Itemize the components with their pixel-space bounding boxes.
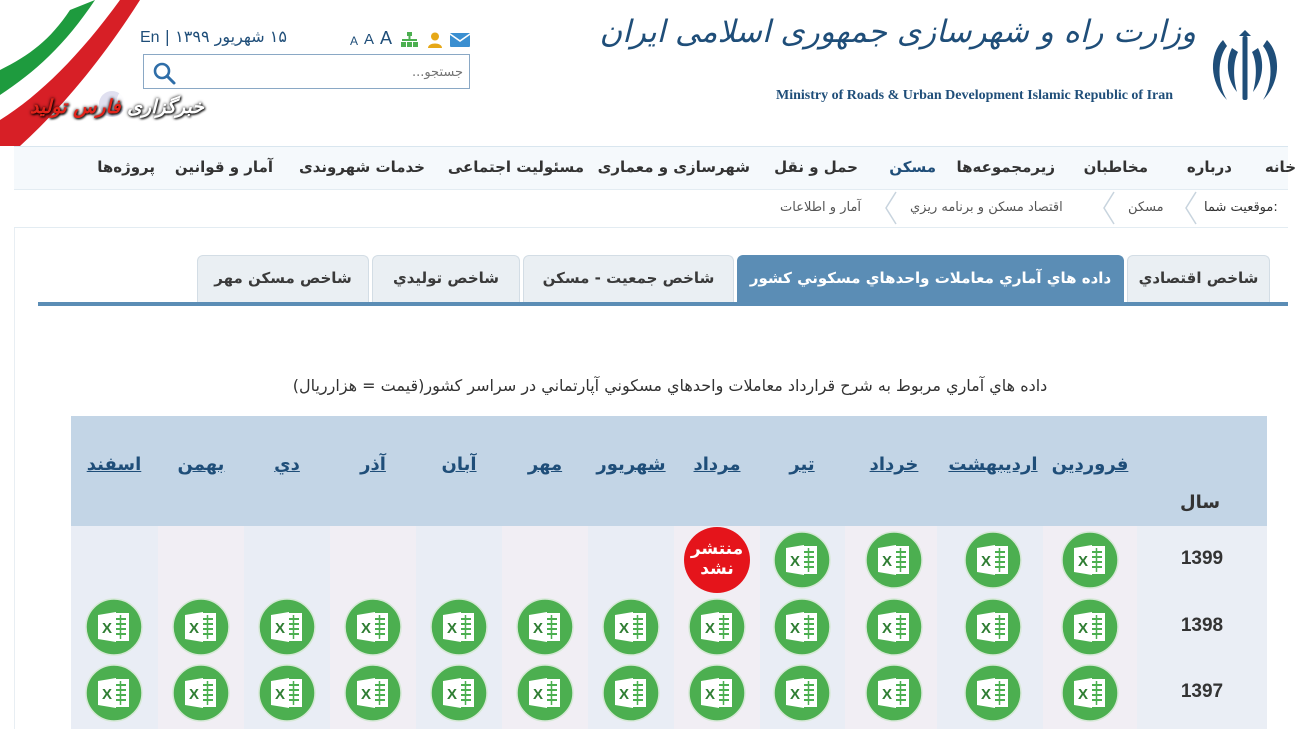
excel-download-icon[interactable] [1061,598,1119,656]
svg-text:X: X [618,620,630,637]
excel-download-icon[interactable] [85,598,143,656]
excel-download-icon[interactable] [688,598,746,656]
nav-item-citizen-services[interactable]: خدمات شهروندی [298,158,425,176]
month-header-link[interactable]: مرداد [693,454,741,475]
nav-item-projects[interactable]: پروژه‌ها [97,158,155,176]
month-header-link[interactable]: خرداد [869,454,919,475]
tab-production-index[interactable]: شاخص توليدي [372,255,520,302]
excel-download-icon[interactable] [964,664,1022,722]
unpublished-badge: منتشر نشد [684,527,750,593]
svg-text:X: X [101,620,113,637]
excel-download-icon[interactable] [865,664,923,722]
watermark-part2: فارس [73,96,121,118]
svg-text:X: X [704,620,716,637]
svg-text:X: X [360,686,372,703]
nav-item-home[interactable]: خانه [1264,158,1296,176]
month-header-link[interactable]: آذر [360,454,386,475]
excel-download-icon[interactable] [773,598,831,656]
search-box [143,54,470,89]
month-header-link[interactable]: تير [789,454,815,475]
excel-download-icon[interactable] [258,664,316,722]
breadcrumb [14,190,1288,228]
site-header [0,0,1288,146]
svg-text:X: X [446,686,458,703]
search-input[interactable] [183,61,463,83]
sitemap-icon[interactable] [400,32,418,48]
chevron-left-icon [1184,192,1198,224]
nav-item-housing[interactable]: مسکن [889,158,936,176]
svg-text:X: X [360,620,372,637]
english-language-link[interactable]: En [140,29,160,46]
tab-bar [38,253,1288,307]
excel-download-icon[interactable] [172,598,230,656]
nav-item-audiences[interactable]: مخاطبان [1083,158,1148,176]
month-header-link[interactable]: بهمن [177,454,225,475]
current-date: ۱۵ شهریور ۱۳۹۹ [175,27,287,46]
month-header-link[interactable]: ارديبهشت [948,454,1038,475]
tab-housing-transactions[interactable]: داده هاي آماري معاملات واحدهاي مسكوني كشور [737,255,1124,302]
svg-text:X: X [274,686,286,703]
svg-text:X: X [101,686,113,703]
breadcrumb-housing[interactable]: مسکن [1128,200,1164,215]
svg-text:X: X [881,686,893,703]
excel-download-icon[interactable] [344,664,402,722]
nav-item-transport[interactable]: حمل و نقل [774,158,858,176]
tab-underline [38,302,1288,306]
svg-text:X: X [532,686,544,703]
month-header-link[interactable]: شهريور [596,454,666,475]
breadcrumb-label: موقعیت شما: [1204,200,1278,215]
svg-text:X: X [532,620,544,637]
svg-text:X: X [704,686,716,703]
month-header-link[interactable]: دي [274,454,300,475]
year-cell: 1397 [1180,681,1224,702]
excel-download-icon[interactable] [1061,664,1119,722]
svg-text:X: X [1077,620,1089,637]
excel-download-icon[interactable] [865,531,923,589]
excel-download-icon[interactable] [964,531,1022,589]
watermark-part1: خبرگزاری [127,96,204,118]
search-icon[interactable] [152,61,176,85]
ministry-title-fa: وزارت راه و شهرسازی جمهوری اسلامی ایران [599,14,1196,50]
svg-text:X: X [789,553,801,570]
excel-download-icon[interactable] [602,664,660,722]
svg-text:X: X [980,620,992,637]
data-table [71,416,1267,729]
excel-download-icon[interactable] [516,598,574,656]
svg-text:X: X [980,686,992,703]
iran-emblem-logo[interactable] [1205,28,1285,108]
nav-item-subsidiaries[interactable]: زیرمجموعه‌ها [956,158,1055,176]
svg-text:X: X [1077,553,1089,570]
breadcrumb-housing-economy[interactable]: اقتصاد مسکن و برنامه ریزي [910,200,1063,215]
nav-item-about[interactable]: درباره [1186,158,1232,176]
excel-download-icon[interactable] [773,531,831,589]
font-medium-button[interactable]: A [364,31,375,48]
nav-item-urban-planning[interactable]: شهرسازی و معماری [597,158,750,176]
chevron-left-icon [884,192,898,224]
breadcrumb-statistics[interactable]: آمار و اطلاعات [780,200,862,215]
watermark-part3: تولید [30,96,67,118]
svg-text:X: X [446,620,458,637]
excel-download-icon[interactable] [516,664,574,722]
month-header-link[interactable]: آبان [441,454,477,475]
date-language-bar [140,27,287,47]
tab-economic-index[interactable]: شاخص اقتصادي [1127,255,1270,302]
utility-bar [350,28,470,50]
svg-text:X: X [789,686,801,703]
svg-text:X: X [980,553,992,570]
nav-item-social-responsibility[interactable]: مسئولیت اجتماعی [447,158,584,176]
excel-download-icon[interactable] [258,598,316,656]
excel-download-icon[interactable] [964,598,1022,656]
excel-download-icon[interactable] [430,664,488,722]
svg-text:X: X [789,620,801,637]
excel-download-icon[interactable] [430,598,488,656]
font-small-button[interactable]: A [350,34,359,48]
excel-download-icon[interactable] [602,598,660,656]
svg-text:X: X [881,620,893,637]
main-nav [14,146,1296,190]
user-icon[interactable] [426,32,444,48]
excel-download-icon[interactable] [688,664,746,722]
watermark-logo [30,96,204,118]
excel-download-icon[interactable] [85,664,143,722]
svg-text:X: X [618,686,630,703]
month-header-link[interactable]: مهر [527,454,563,475]
tab-population-housing[interactable]: شاخص جمعيت - مسکن [523,255,734,302]
page-left-border [14,146,15,729]
month-header-link[interactable]: اسفند [86,454,142,475]
excel-download-icon[interactable] [773,664,831,722]
nav-item-stats-laws[interactable]: آمار و قوانین [174,158,273,176]
year-column-header: سال [1180,492,1221,513]
tab-mehr-housing[interactable]: شاخص مسکن مهر [197,255,369,302]
excel-download-icon[interactable] [344,598,402,656]
table-caption: داده هاي آماري مربوط به شرح قرارداد معاملات واحدهاي مسكوني آپارتماني در سراسر كشور(قيمت = هزارريال) [292,376,1048,395]
year-cell: 1398 [1180,615,1224,636]
svg-text:X: X [188,620,200,637]
excel-download-icon[interactable] [865,598,923,656]
svg-text:X: X [188,686,200,703]
month-header-link[interactable]: فروردين [1051,454,1129,475]
svg-text:X: X [274,620,286,637]
chevron-left-icon [1102,192,1116,224]
svg-text:X: X [881,553,893,570]
mail-icon[interactable] [450,32,470,48]
excel-download-icon[interactable] [1061,531,1119,589]
ministry-title-en: Ministry of Roads & Urban Development Islamic Republic of Iran [776,88,1174,103]
svg-text:X: X [1077,686,1089,703]
year-cell: 1399 [1180,548,1224,569]
separator: | [159,27,171,46]
excel-download-icon[interactable] [172,664,230,722]
font-large-button[interactable]: A [380,28,393,48]
